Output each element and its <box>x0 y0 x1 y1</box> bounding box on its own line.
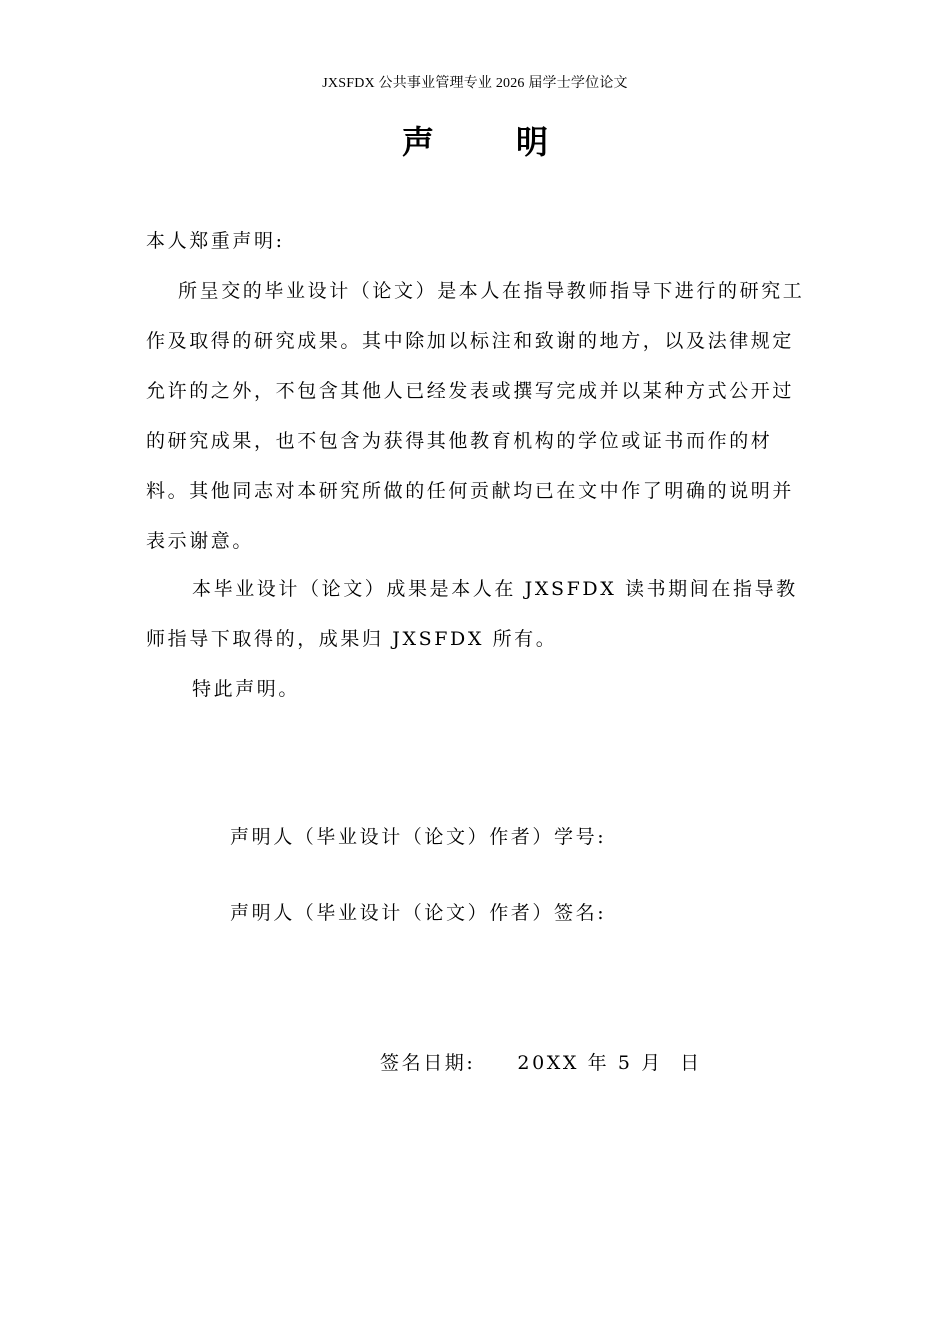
page-title <box>0 118 950 166</box>
paragraph-text: 本毕业设计（论文）成果是本人在 JXSFDX 读书期间在指导教师指导下取得的，成果归 JXSFDX 所有。 <box>146 578 798 650</box>
running-header: JXSFDX 公共事业管理专业 2026 届学士学位论文 <box>322 76 628 91</box>
paragraph-text: 所呈交的毕业设计（论文）是本人在指导教师指导下进行的研究工作及取得的研究成果。其中除加以标注和致谢的地方，以及法律规定允许的之外，不包含其他人已经发表或撰写完成并以某种方式公开过的研究成果，也不包含为获得其他教育机构的学位或证书而作的材料。其他同志对本研究所做的任何贡献均已在文中作了明确的说明并表示谢意。 <box>146 280 805 552</box>
date-value: 20XX 年 5 月 日 <box>517 1052 702 1074</box>
declaration-paragraph-3 <box>146 664 806 714</box>
declaration-intro: 本人郑重声明: <box>146 230 285 252</box>
declaration-paragraph-2 <box>146 564 806 664</box>
title-char-1: 声 <box>402 123 435 161</box>
student-id-label: 声明人（毕业设计（论文）作者）学号: <box>230 826 607 848</box>
signature-label: 声明人（毕业设计（论文）作者）签名: <box>230 902 607 924</box>
paragraph-text: 特此声明。 <box>192 678 301 700</box>
date-label: 签名日期: <box>380 1052 476 1074</box>
declaration-paragraph-1 <box>146 266 806 566</box>
signature-date <box>380 1048 702 1078</box>
title-char-2: 明 <box>516 123 549 161</box>
